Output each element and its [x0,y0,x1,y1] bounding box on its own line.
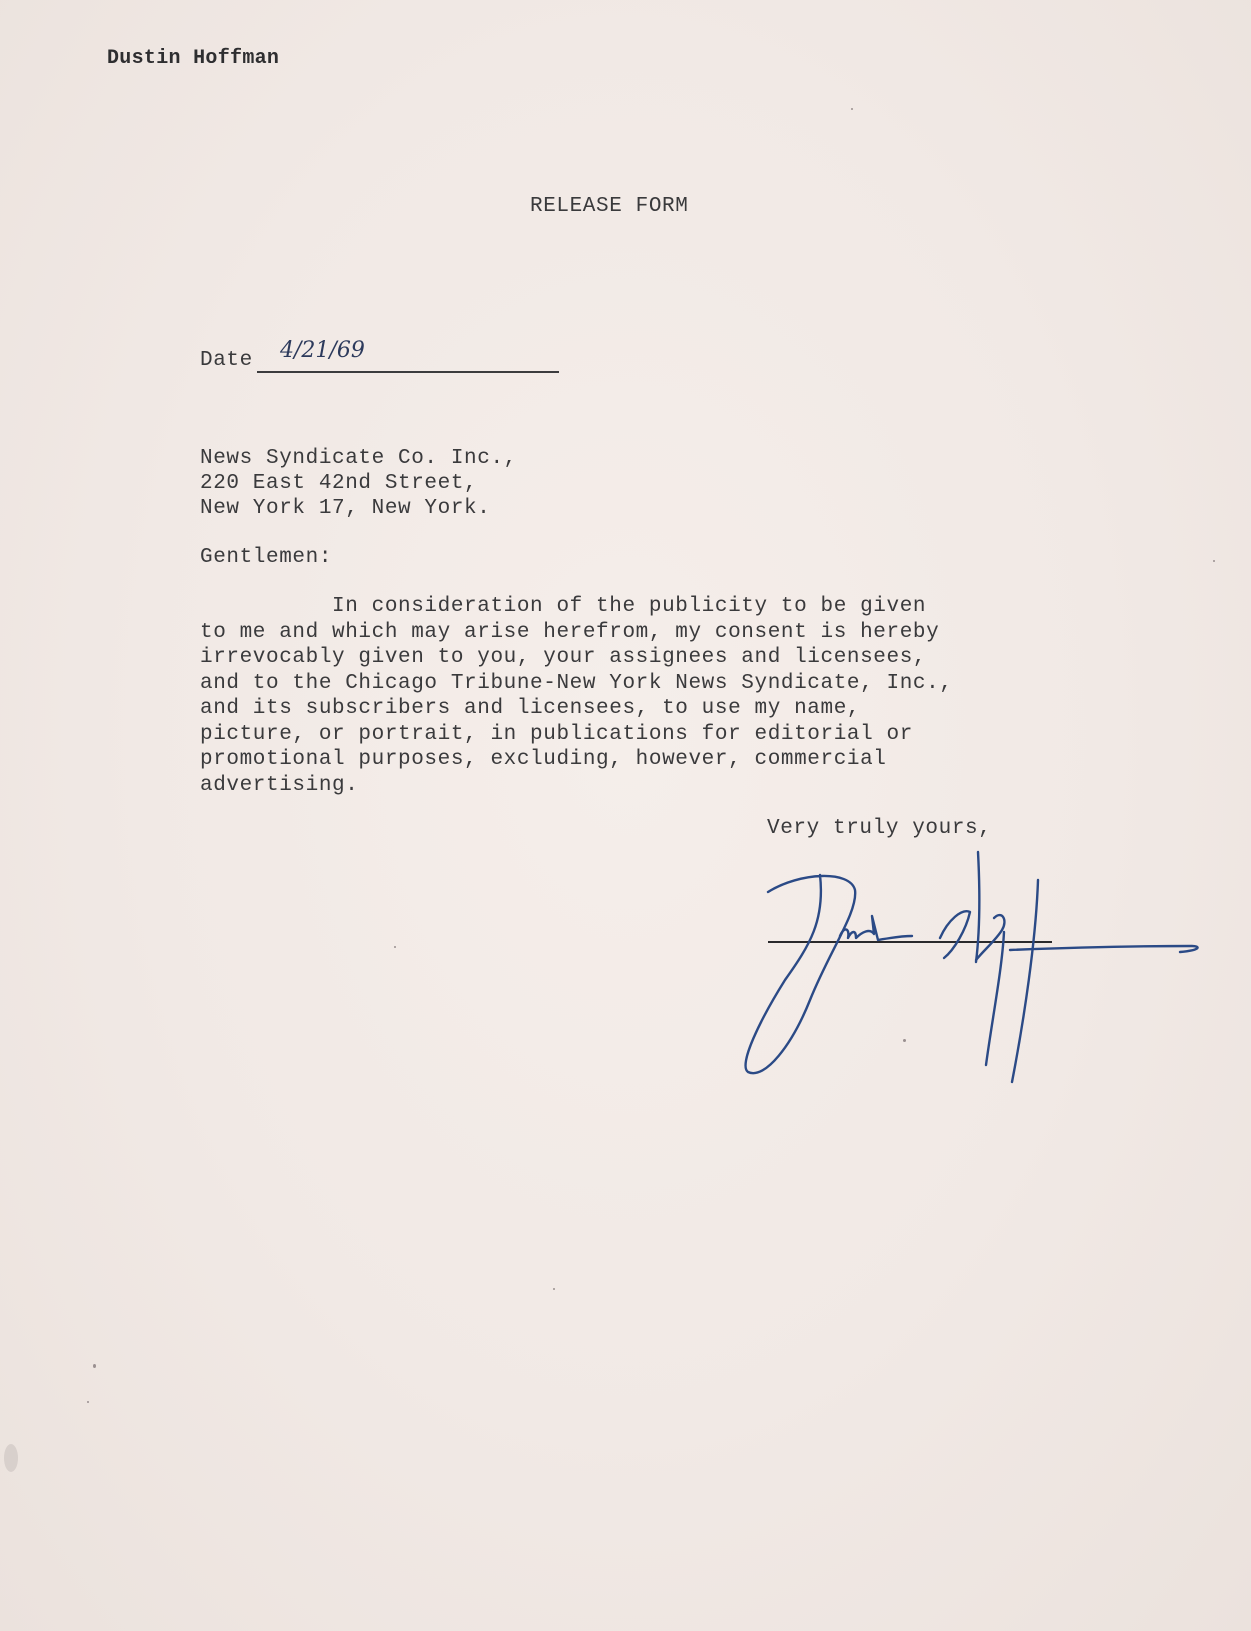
date-label: Date [200,349,253,372]
paper-speck [553,1288,555,1290]
date-field [200,338,560,374]
signature-stroke [986,932,1004,1065]
form-title: RELEASE FORM [530,195,689,218]
paragraph-line: promotional purposes, excluding, however, commercial [200,748,887,771]
date-value: 4/21/69 [280,338,365,363]
address-line: 220 East 42nd Street, [200,472,478,495]
address-line: New York 17, New York. [200,497,491,520]
consent-paragraph [200,594,953,798]
paper-speck [903,1039,906,1042]
paragraph-line: and its subscribers and licensees, to use my name, [200,697,861,720]
signature-stroke [746,875,856,1073]
paragraph-line: and to the Chicago Tribune-New York News Syndicate, Inc., [200,671,953,695]
paragraph-line: picture, or portrait, in publications for editorial or [200,722,913,746]
signature-stroke [1010,946,1198,952]
paragraph-line: In consideration of the publicity to be given [200,595,927,618]
handwritten-signature [740,850,1210,1100]
closing: Very truly yours, [767,817,992,840]
date-underline [257,371,559,373]
paper-speck [87,1401,89,1403]
header-name: Dustin Hoffman [107,47,280,70]
paper-speck [1213,560,1215,562]
paragraph-line: to me and which may arise herefrom, my consent is hereby [200,620,940,644]
recipient-address [200,446,517,521]
signature-stroke [976,852,979,962]
signature-stroke [976,915,1004,960]
address-line: News Syndicate Co. Inc., [200,447,517,470]
signature-stroke [1012,880,1038,1082]
paragraph-line: irrevocably given to you, your assignees and licensees, [200,646,927,669]
paper-speck [851,108,853,110]
signature-stroke [840,916,912,940]
paragraph-line: advertising. [200,773,359,797]
signature-stroke [940,911,970,958]
paper-speck [394,946,396,948]
salutation: Gentlemen: [200,546,333,569]
paper-speck [93,1364,96,1368]
paper-speck [4,1444,18,1472]
